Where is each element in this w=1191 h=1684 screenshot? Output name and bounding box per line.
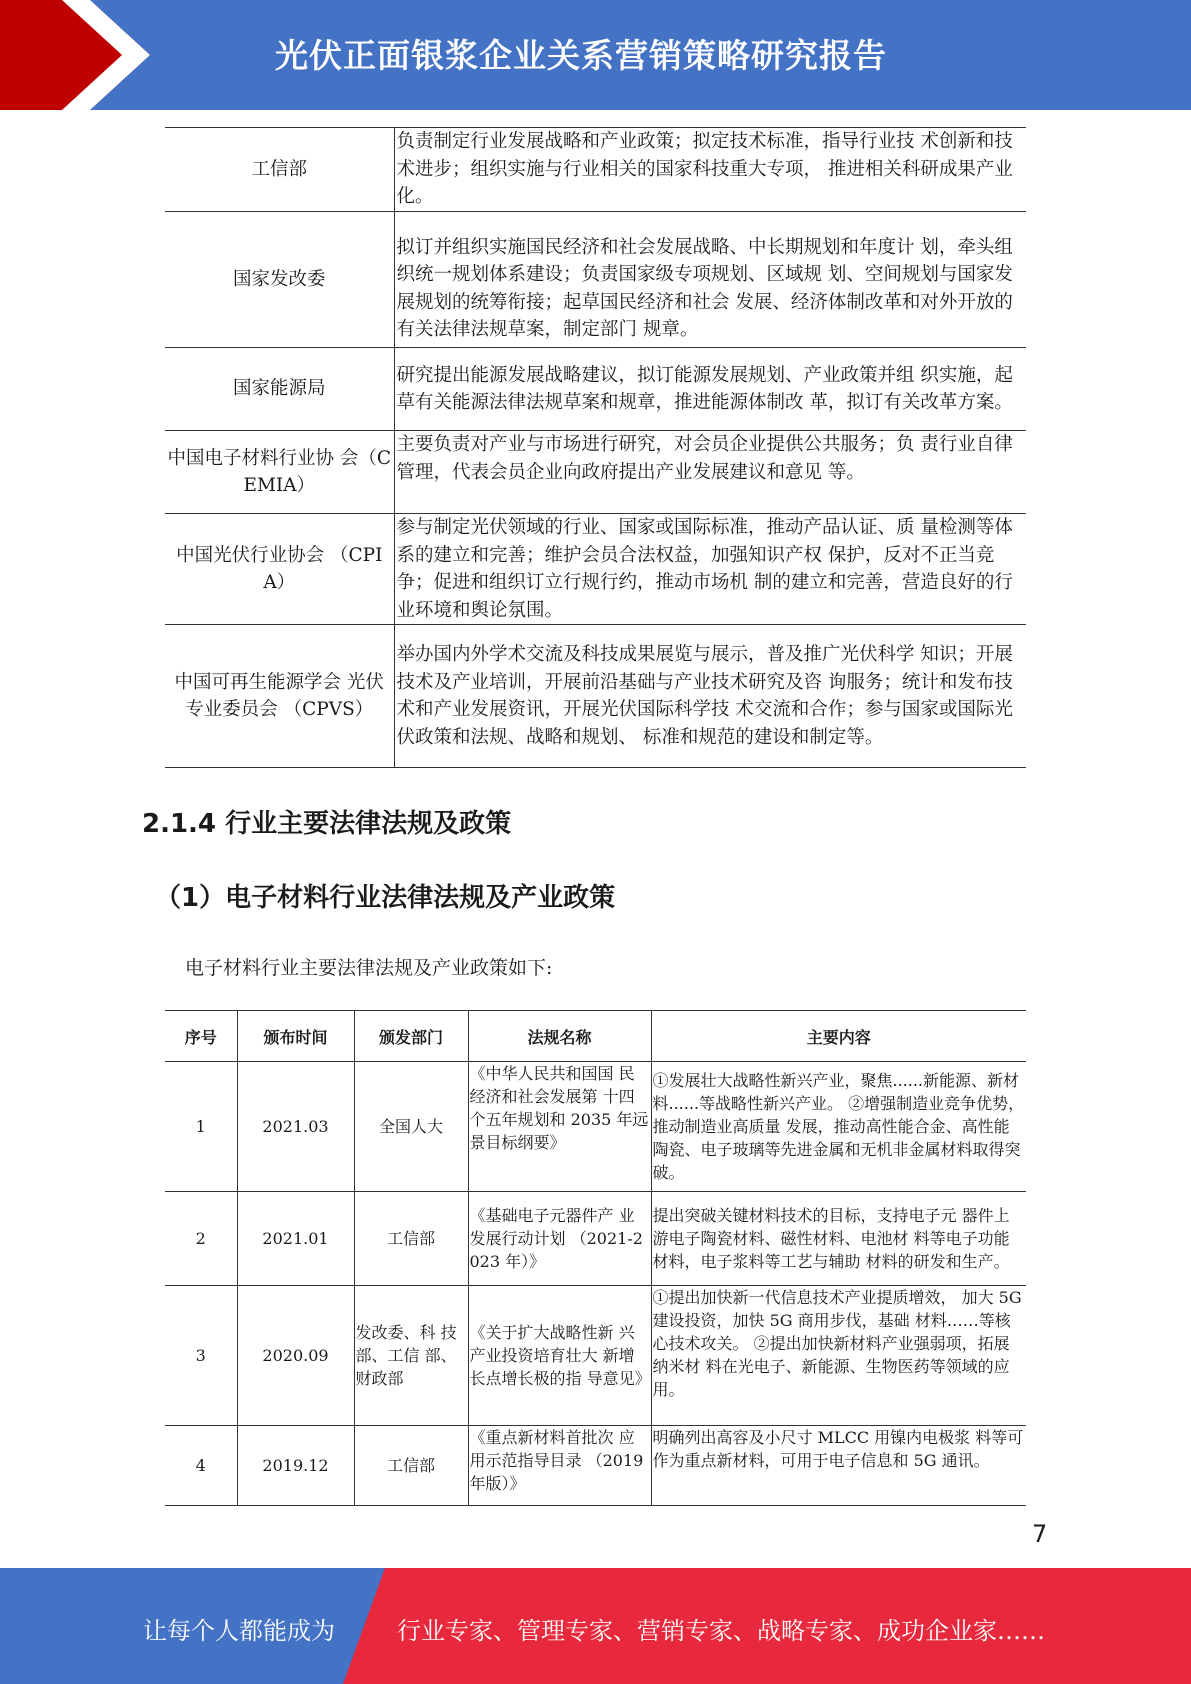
row-no: 2 — [165, 1192, 237, 1286]
footer-slogan-right: 行业专家、管理专家、营销专家、战略专家、成功企业家…… — [397, 1617, 1045, 1645]
page-footer — [0, 1568, 1191, 1684]
row-content: ①提出加快新一代信息技术产业提质增效， 加大 5G 建设投资，加快 5G 商用步伐，基础 材料……等核心技术攻关。 ②提出加快新材料产业强弱项，拓展纳米材 料在光电子、新能源、生物医药等领域的应 用。 — [652, 1288, 1022, 1399]
org-name: 中国光伏行业协会 （CPIA） — [165, 514, 394, 625]
row-date: 2019.12 — [237, 1426, 354, 1506]
org-description: 主要负责对产业与市场进行研究，对会员企业提供公共服务；负 责行业自律管理，代表会员企业向政府提出产业发展建议和意见 等。 — [396, 434, 1013, 483]
org-description: 参与制定光伏领域的行业、国家或国际标准，推动产品认证、质 量检测等体系的建立和完善；维护会员合法权益，加强知识产权 保护，反对不正当竞争；促进和组织订立行规行约，推动市场机 制的建立和完善，营造良好的行业环境和舆论氛围。 — [396, 517, 1013, 621]
header-name: 法规名称 — [468, 1011, 651, 1062]
row-content: 提出突破关键材料技术的目标，支持电子元 器件上游电子陶瓷材料、磁性材料、电池材 料等电子功能材料，电子浆料等工艺与辅助 材料的研发和生产。 — [652, 1206, 1010, 1271]
org-description: 举办国内外学术交流及科技成果展览与展示，普及推广光伏科学 知识；开展技术及产业培训，开展前沿基础与产业技术研究及咨 询服务；统计和发布技术和产业发展资讯，开展光伏国际科学技 术交流和合作；参与国家或国际光伏政策和法规、战略和规划、 标准和规范的建设和制定等。 — [396, 644, 1013, 748]
row-date: 2021.03 — [237, 1062, 354, 1192]
row-content: 明确列出高容及小尺寸 MLCC 用镍内电极浆 料等可作为重点新材料，可用于电子信息和 5G 通讯。 — [652, 1428, 1024, 1470]
row-no: 1 — [165, 1062, 237, 1192]
table-row — [165, 212, 1026, 348]
intro-text: 电子材料行业主要法律法规及产业政策如下: — [185, 957, 553, 979]
org-description: 负责制定行业发展战略和产业政策；拟定技术标准，指导行业技 术创新和技术进步；组织实施与行业相关的国家科技重大专项， 推进相关科研成果产业化。 — [396, 131, 1013, 208]
org-name: 工信部 — [165, 128, 394, 212]
table-row — [165, 431, 1026, 514]
header-dept: 颁发部门 — [354, 1011, 468, 1062]
org-name: 国家能源局 — [165, 348, 394, 431]
header-content: 主要内容 — [651, 1011, 1026, 1062]
table-header-row — [165, 1011, 1026, 1062]
report-title: 光伏正面银浆企业关系营销策略研究报告 — [275, 36, 887, 75]
row-name: 《中华人民共和国国 民经济和社会发展第 十四个五年规划和 2035 年远景目标纲要》 — [468, 1062, 651, 1192]
table-row — [165, 128, 1026, 212]
section-heading: 2.1.4 行业主要法律法规及政策 — [142, 809, 512, 839]
row-name: 《基础电子元器件产 业发展行动计划 （2021-2023 年）》 — [468, 1192, 651, 1286]
footer-slogan-left: 让每个人都能成为 — [143, 1617, 335, 1645]
header-no: 序号 — [165, 1011, 237, 1062]
row-no: 4 — [165, 1426, 237, 1506]
page-header — [0, 0, 1191, 110]
row-name: 《关于扩大战略性新 兴产业投资培育壮大 新增长点增长极的指 导意见》 — [468, 1286, 651, 1426]
table-row — [165, 1286, 1026, 1426]
row-no: 3 — [165, 1286, 237, 1426]
table-row — [165, 1192, 1026, 1286]
table-row — [165, 1062, 1026, 1192]
subsection-heading: （1）电子材料行业法律法规及产业政策 — [155, 883, 616, 913]
table-row — [165, 1426, 1026, 1506]
org-description: 拟订并组织实施国民经济和社会发展战略、中长期规划和年度计 划，牵头组织统一规划体系建设；负责国家级专项规划、区域规 划、空间规划与国家发展规划的统筹衔接；起草国民经济和社会 发展、经济体制改革和对外开放的有关法律法规草案，制定部门 规章。 — [396, 236, 1013, 340]
page-number: 7 — [1032, 1520, 1048, 1548]
row-dept: 工信部 — [354, 1426, 468, 1506]
table-row — [165, 514, 1026, 625]
table-row — [165, 625, 1026, 768]
row-name: 《重点新材料首批次 应用示范指导目录 （2019 年版）》 — [468, 1426, 651, 1506]
org-description: 研究提出能源发展战略建议，拟订能源发展规划、产业政策并组 织实施，起草有关能源法律法规草案和规章，推进能源体制改 革，拟订有关改革方案。 — [396, 364, 1013, 413]
row-date: 2020.09 — [237, 1286, 354, 1426]
org-table — [165, 127, 1026, 768]
row-dept: 全国人大 — [354, 1062, 468, 1192]
row-date: 2021.01 — [237, 1192, 354, 1286]
row-dept: 工信部 — [354, 1192, 468, 1286]
row-dept: 发改委、科 技部、工信 部、财政部 — [354, 1286, 468, 1426]
org-name: 中国电子材料行业协 会（CEMIA） — [165, 431, 394, 514]
header-arrow-decoration — [0, 0, 160, 110]
header-date: 颁布时间 — [237, 1011, 354, 1062]
table-row — [165, 348, 1026, 431]
row-content: ①发展壮大战略性新兴产业，聚焦......新能源、新材料......等战略性新兴产业。 ②增强制造业竞争优势，推动制造业高质量 发展，推动高性能合金、高性能陶瓷、电子玻璃等先进金属和无机非金属材料取得突 破。 — [652, 1071, 1025, 1182]
policy-table — [165, 1010, 1026, 1506]
org-name: 中国可再生能源学会 光伏专业委员会 （CPVS） — [165, 625, 394, 768]
org-name: 国家发改委 — [165, 212, 394, 348]
